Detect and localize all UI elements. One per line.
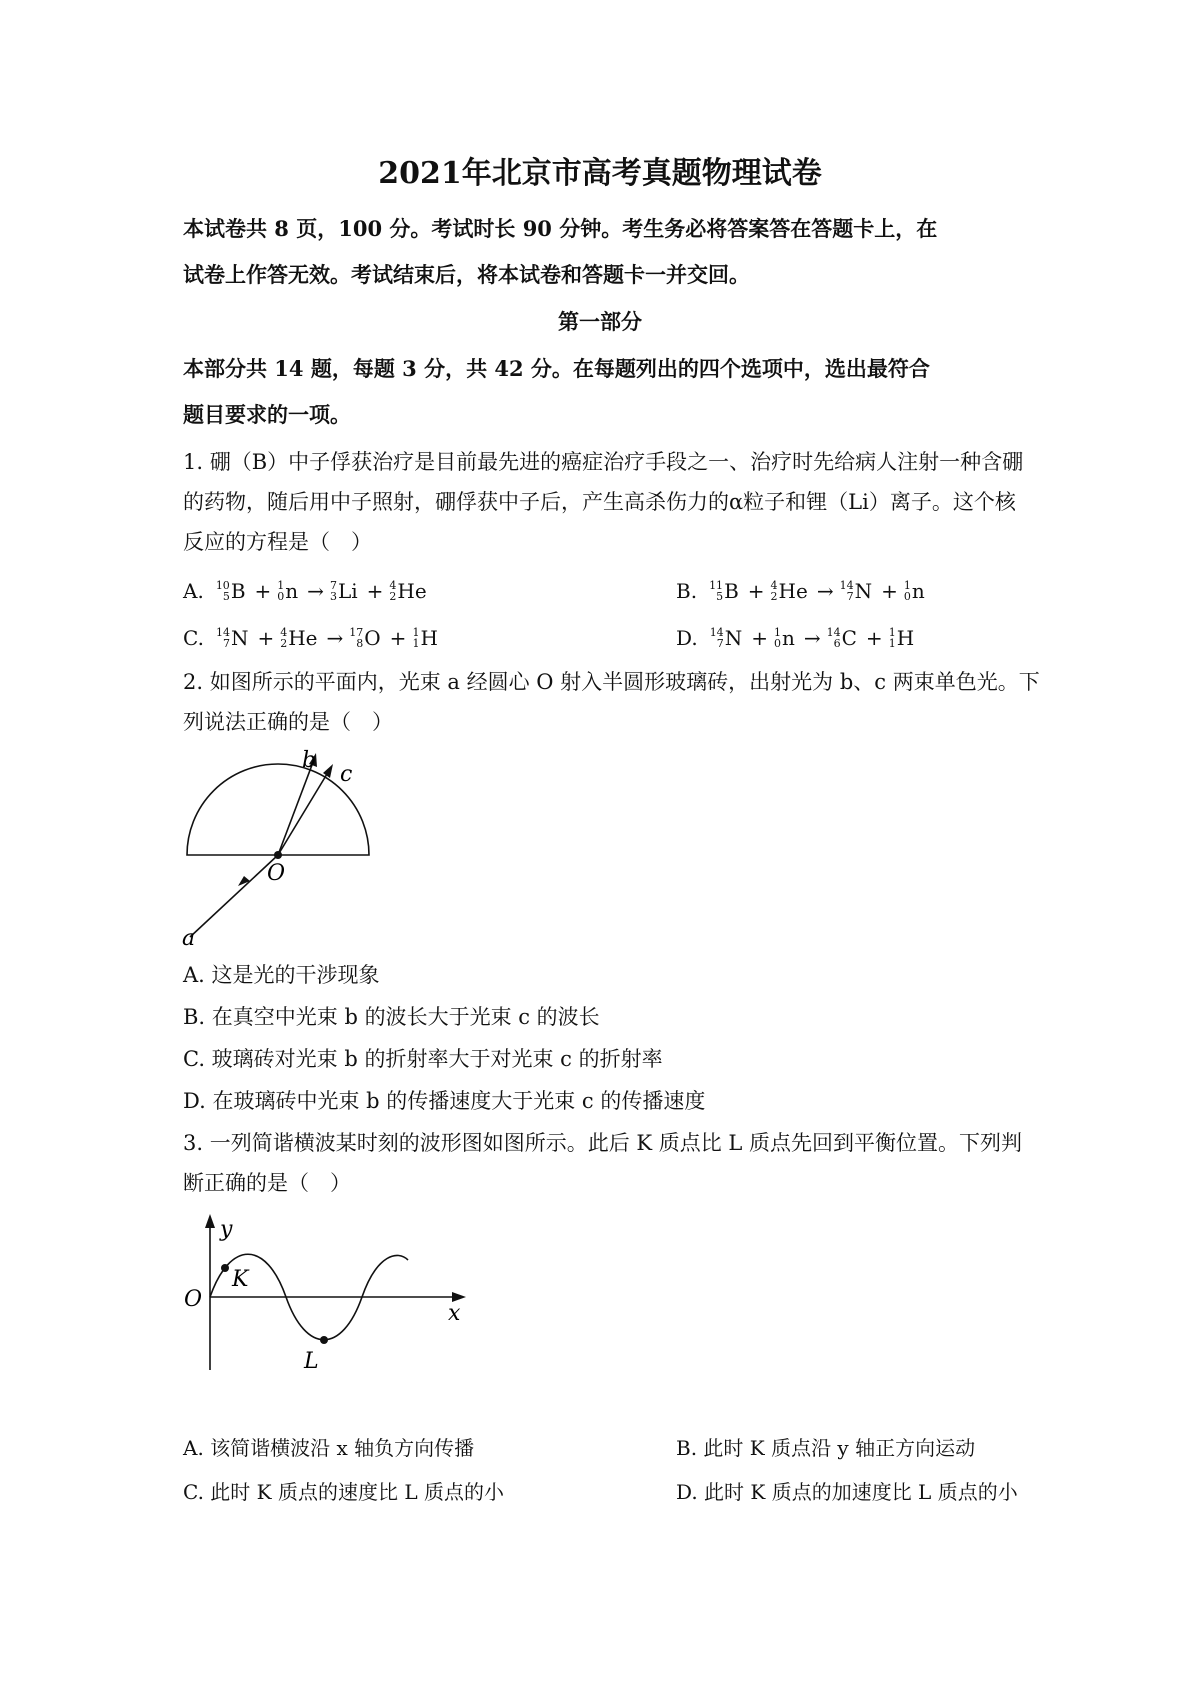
atomic-number: 1 [888, 636, 896, 650]
atomic-number: 3 [329, 589, 337, 603]
nuclide [709, 579, 742, 603]
q1-option-b [676, 577, 928, 603]
label-a: a [182, 926, 196, 950]
element-symbol: C [841, 625, 857, 650]
nuclide [710, 626, 746, 650]
q3-line-1: 3. 一列简谐横波某时刻的波形图如图所示。此后 K 质点比 L 质点先回到平衡位置。下列判 [183, 1131, 1023, 1155]
nuclide [889, 626, 917, 650]
element-symbol: He [397, 578, 427, 603]
option-label: B. [676, 578, 698, 603]
element-symbol: n [911, 578, 925, 603]
equation-operator: + [751, 625, 768, 650]
section-desc-line-1: 本部分共 14 题，每题 3 分，共 42 分。在每题列出的四个选项中，选出最符合 [183, 356, 930, 381]
equation-operator: + [257, 625, 275, 650]
q1-line-1: 1. 硼（B）中子俘获治疗是目前最先进的癌症治疗手段之一、治疗时先给病人注射一种含硼 [183, 450, 1024, 474]
q1-option-c [183, 624, 441, 650]
option-label: A. [183, 578, 204, 603]
nuclide [280, 626, 320, 650]
nuclide [330, 579, 361, 603]
mass-number: 7 [329, 578, 337, 592]
label-b: b [302, 748, 317, 773]
mass-number: 4 [389, 578, 397, 592]
equation-operator: + [865, 625, 883, 650]
atomic-number: 0 [773, 636, 781, 650]
q3-option-d: D. 此时 K 质点的加速度比 L 质点的小 [676, 1480, 1018, 1504]
equation-operator: + [389, 625, 407, 650]
mass-number: 4 [770, 578, 778, 592]
y-axis-arrow-icon [205, 1214, 215, 1228]
nuclide [216, 626, 252, 650]
atomic-number: 7 [222, 636, 230, 650]
label-k: K [232, 1267, 249, 1292]
q2-option-d: D. 在玻璃砖中光束 b 的传播速度大于光束 c 的传播速度 [183, 1089, 706, 1113]
mass-number: 14 [839, 578, 854, 592]
atomic-number: 6 [833, 636, 841, 650]
section-title: 第一部分 [558, 309, 642, 334]
mass-number: 1 [773, 625, 781, 639]
mass-number: 1 [903, 578, 911, 592]
equation-operator: + [254, 578, 272, 603]
equation-operator: → [326, 625, 344, 650]
nuclide [277, 579, 301, 603]
atomic-number: 0 [903, 589, 911, 603]
mass-number: 1 [277, 578, 285, 592]
label-o: O [184, 1287, 203, 1312]
atomic-number: 5 [716, 589, 724, 603]
q1-line-2: 的药物，随后用中子照射，硼俘获中子后，产生高杀伤力的α粒子和锂（Li）离子。这个核 [183, 490, 1016, 514]
q1-line-3: 反应的方程是（ ） [183, 530, 372, 554]
point-l [320, 1336, 328, 1344]
beam-a-arrow-icon [238, 876, 250, 886]
element-symbol: n [781, 625, 795, 650]
nuclide [827, 626, 860, 650]
equation-operator: → [307, 578, 324, 603]
q1-option-a [183, 577, 430, 603]
label-o: O [267, 861, 286, 886]
equation-operator: → [816, 578, 834, 603]
atomic-number: 8 [356, 636, 364, 650]
q2-option-a: A. 这是光的干涉现象 [183, 963, 380, 987]
atomic-number: 7 [846, 589, 854, 603]
q2-figure-semicircle-glass [170, 745, 380, 950]
atomic-number: 2 [280, 636, 288, 650]
page-title: 2021年北京市高考真题物理试卷 [378, 156, 822, 191]
nuclide [774, 626, 798, 650]
nuclide [412, 626, 440, 650]
nuclide [840, 579, 876, 603]
atomic-number: 2 [770, 589, 778, 603]
label-c: c [340, 762, 353, 787]
intro-line-2: 试卷上作答无效。考试结束后，将本试卷和答题卡一并交回。 [183, 262, 750, 287]
mass-number: 17 [349, 625, 364, 639]
label-x: x [448, 1301, 461, 1326]
beam-a [190, 855, 278, 937]
equation-operator: + [881, 578, 898, 603]
section-desc-line-2: 题目要求的一项。 [183, 402, 351, 427]
atomic-number: 5 [222, 589, 230, 603]
q2-option-b: B. 在真空中光束 b 的波长大于光束 c 的波长 [183, 1005, 600, 1029]
q3-option-b: B. 此时 K 质点沿 y 轴正方向运动 [676, 1436, 976, 1460]
element-symbol: N [854, 578, 873, 603]
atomic-number: 1 [412, 636, 420, 650]
element-symbol: Li [337, 578, 358, 603]
intro-line-1: 本试卷共 8 页，100 分。考试时长 90 分钟。考生务必将答案答在答题卡上，在 [183, 216, 938, 241]
equation-operator: → [803, 625, 821, 650]
mass-number: 11 [709, 578, 724, 592]
center-point-o [274, 851, 282, 859]
mass-number: 4 [280, 625, 288, 639]
element-symbol: H [896, 625, 915, 650]
element-symbol: B [230, 578, 246, 603]
nuclide [771, 579, 811, 603]
element-symbol: O [364, 625, 381, 650]
element-symbol: He [778, 578, 808, 603]
equation-operator: + [366, 578, 384, 603]
label-y: y [220, 1217, 233, 1242]
q2-option-c: C. 玻璃砖对光束 b 的折射率大于对光束 c 的折射率 [183, 1047, 663, 1071]
mass-number: 1 [888, 625, 896, 639]
element-symbol: H [420, 625, 438, 650]
equation-operator: + [747, 578, 765, 603]
element-symbol: N [230, 625, 249, 650]
nuclide [216, 579, 249, 603]
nuclide [389, 579, 429, 603]
q3-option-c: C. 此时 K 质点的速度比 L 质点的小 [183, 1480, 504, 1504]
option-label: D. [676, 625, 698, 650]
mass-number: 10 [215, 578, 230, 592]
q3-line-2: 断正确的是（ ） [183, 1171, 351, 1195]
q1-option-d [676, 624, 917, 650]
mass-number: 1 [412, 625, 420, 639]
element-symbol: n [285, 578, 299, 603]
label-l: L [304, 1349, 319, 1374]
element-symbol: B [724, 578, 739, 603]
mass-number: 14 [215, 625, 230, 639]
q3-figure-wave [178, 1210, 478, 1380]
beam-c [278, 769, 330, 855]
mass-number: 14 [826, 625, 841, 639]
point-k [221, 1264, 229, 1272]
q2-line-1: 2. 如图所示的平面内，光束 a 经圆心 O 射入半圆形玻璃砖，出射光为 b、c 两束单色光。下 [183, 670, 1040, 694]
q3-option-a: A. 该简谐横波沿 x 轴负方向传播 [183, 1436, 475, 1460]
element-symbol: He [288, 625, 318, 650]
nuclide [904, 579, 928, 603]
option-label: C. [183, 625, 204, 650]
nuclide [349, 626, 383, 650]
mass-number: 14 [709, 625, 724, 639]
atomic-number: 0 [277, 589, 285, 603]
atomic-number: 7 [716, 636, 724, 650]
atomic-number: 2 [389, 589, 397, 603]
q2-line-2: 列说法正确的是（ ） [183, 710, 393, 734]
element-symbol: N [724, 625, 743, 650]
